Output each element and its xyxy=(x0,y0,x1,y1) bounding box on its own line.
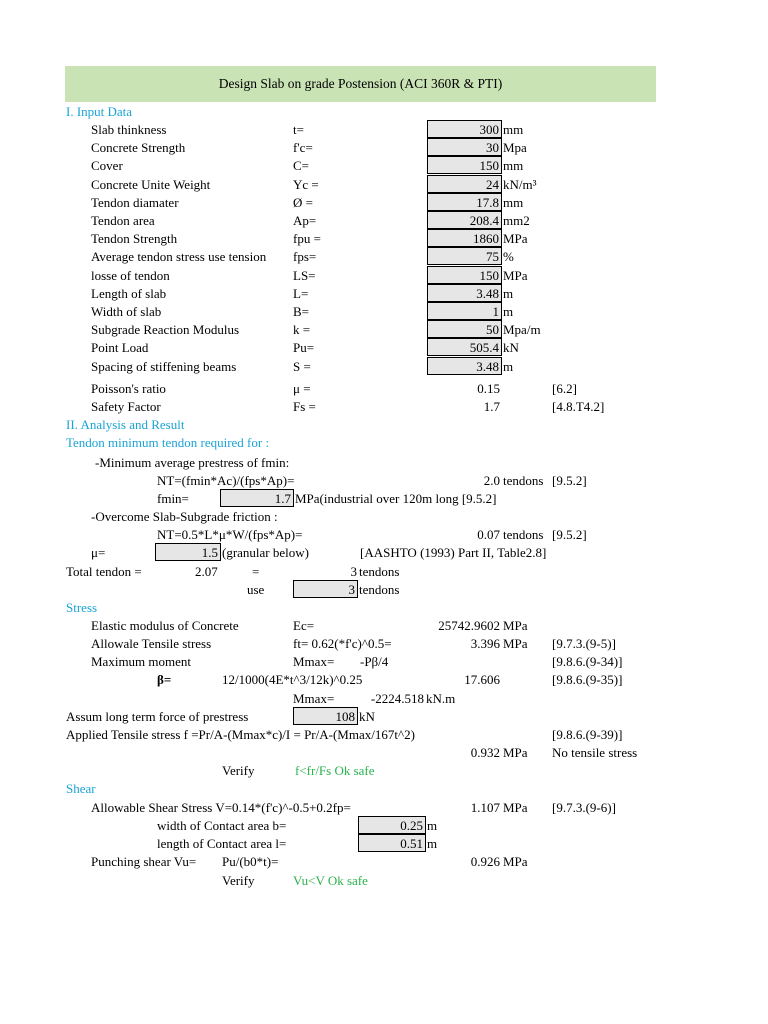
fmin-label: fmin= xyxy=(157,491,189,506)
input-value-cell[interactable]: 3.48 xyxy=(427,357,502,375)
beta-ref: [9.8.6.(9-35)] xyxy=(552,672,623,687)
nt2-ref: [9.5.2] xyxy=(552,527,587,542)
input-unit: kN xyxy=(503,340,519,355)
contact-b-value-cell[interactable]: 0.25 xyxy=(358,816,426,834)
contact-b-unit: m xyxy=(427,818,438,833)
nt1-formula: NT=(fmin*Ac)/(fps*Ap)= xyxy=(157,473,295,488)
input-symbol: k = xyxy=(293,322,311,337)
input-value-cell[interactable]: 3.48 xyxy=(427,284,502,302)
verify1-result: f<fr/Fs Ok safe xyxy=(295,763,375,778)
input-symbol: fps= xyxy=(293,249,317,264)
input-value-cell[interactable]: 208.4 xyxy=(427,211,502,229)
nt2-unit: tendons xyxy=(503,527,544,542)
total-unit: tendons xyxy=(359,564,400,579)
total-eq: = xyxy=(252,564,260,579)
input-label: Concrete Strength xyxy=(91,140,186,155)
total-label: Total tendon = xyxy=(66,564,142,579)
shear-heading: Shear xyxy=(66,781,96,796)
applied-ref: [9.8.6.(9-39)] xyxy=(552,727,623,742)
input-value-cell[interactable]: 150 xyxy=(427,266,502,284)
total-round: 3 xyxy=(350,564,357,579)
punch-unit: MPa xyxy=(503,854,528,869)
applied-note: No tensile stress xyxy=(552,745,638,760)
use-label: use xyxy=(247,582,265,597)
mmax-symbol: Mmax= xyxy=(293,654,335,669)
input-symbol: LS= xyxy=(293,268,316,283)
input-unit: m xyxy=(503,304,514,319)
ec-symbol: Ec= xyxy=(293,618,315,633)
section-analysis: II. Analysis and Result xyxy=(66,417,185,432)
fmin-heading: -Minimum average prestress of fmin: xyxy=(95,455,290,470)
section-input-data: I. Input Data xyxy=(66,104,133,119)
contact-l-unit: m xyxy=(427,836,438,851)
fmin-value-cell[interactable]: 1.7 xyxy=(220,489,294,507)
prestress-unit: kN xyxy=(359,709,375,724)
input-unit: kN/m³ xyxy=(503,177,537,192)
input-symbol: S = xyxy=(293,359,311,374)
input-label: Tendon Strength xyxy=(91,231,178,246)
input-unit: mm2 xyxy=(503,213,530,228)
input-label: Point Load xyxy=(91,340,149,355)
input-symbol: fpu = xyxy=(293,231,321,246)
input-symbol: Ap= xyxy=(293,213,317,228)
ec-label: Elastic modulus of Concrete xyxy=(91,618,239,633)
prestress-value-cell[interactable]: 108 xyxy=(293,707,358,725)
prestress-label: Assum long term force of prestress xyxy=(66,709,249,724)
mmax2-value: -2224.518 xyxy=(370,691,424,706)
verify2-result: Vu<V Ok safe xyxy=(293,873,368,888)
input-label: Cover xyxy=(91,158,123,173)
beta-value: 17.606 xyxy=(464,672,500,687)
verify1-label: Verify xyxy=(222,763,255,778)
input-unit: Mpa xyxy=(503,140,527,155)
input-unit: m xyxy=(503,286,514,301)
input-value-cell[interactable]: 50 xyxy=(427,320,502,338)
allow-shear-value: 1.107 xyxy=(470,800,500,815)
safety-ref: [4.8.T4.2] xyxy=(552,399,605,414)
poisson-label: Poisson's ratio xyxy=(91,381,166,396)
input-value-cell[interactable]: 30 xyxy=(427,138,502,156)
poisson-symbol: μ = xyxy=(293,381,311,396)
verify2-label: Verify xyxy=(222,873,255,888)
friction-heading: -Overcome Slab-Subgrade friction : xyxy=(91,509,278,524)
mmax2-symbol: Mmax= xyxy=(293,691,335,706)
input-value-cell[interactable]: 75 xyxy=(427,247,502,265)
mu-ref: [AASHTO (1993) Part II, Table2.8] xyxy=(360,545,547,560)
input-label: Tendon diamater xyxy=(91,195,179,210)
applied-value: 0.932 xyxy=(470,745,500,760)
input-label: Average tendon stress use tension xyxy=(91,249,267,264)
applied-unit: MPa xyxy=(503,745,528,760)
ft-value: 3.396 xyxy=(470,636,500,651)
fmin-note: MPa(industrial over 120m long [9.5.2] xyxy=(295,491,497,506)
input-value-cell[interactable]: 150 xyxy=(427,156,502,174)
title-bar xyxy=(65,66,656,102)
input-label: Length of slab xyxy=(91,286,167,301)
input-unit: mm xyxy=(503,158,524,173)
use-value-cell[interactable]: 3 xyxy=(293,580,358,598)
input-value-cell[interactable]: 1860 xyxy=(427,229,502,247)
input-symbol: f'c= xyxy=(293,140,313,155)
input-value-cell[interactable]: 24 xyxy=(427,175,502,193)
mmax2-unit: kN.m xyxy=(426,691,456,706)
allow-shear-unit: MPa xyxy=(503,800,528,815)
input-unit: % xyxy=(503,249,514,264)
input-unit: MPa xyxy=(503,231,528,246)
input-symbol: Yc = xyxy=(293,177,319,192)
input-unit: mm xyxy=(503,195,524,210)
ft-ref: [9.7.3.(9-5)] xyxy=(552,636,616,651)
poisson-value: 0.15 xyxy=(477,381,500,396)
nt1-ref: [9.5.2] xyxy=(552,473,587,488)
input-value-cell[interactable]: 505.4 xyxy=(427,338,502,356)
mmax-formula: -Pβ/4 xyxy=(360,654,389,669)
ec-value: 25742.9602 xyxy=(438,618,500,633)
nt1-unit: tendons xyxy=(503,473,544,488)
poisson-ref: [6.2] xyxy=(552,381,577,396)
nt2-formula: NT=0.5*L*μ*W/(fps*Ap)= xyxy=(157,527,303,542)
punch-formula: Pu/(b0*t)= xyxy=(222,854,279,869)
input-label: Spacing of stiffening beams xyxy=(91,359,237,374)
input-label: Slab thinkness xyxy=(91,122,167,137)
input-symbol: C= xyxy=(293,158,310,173)
allow-shear-label: Allowable Shear Stress V=0.14*(f'c)^-0.5+0.2fp= xyxy=(91,800,351,815)
input-label: losse of tendon xyxy=(91,268,170,283)
mu-note: (granular below) xyxy=(222,545,309,560)
contact-l-value-cell[interactable]: 0.51 xyxy=(358,834,426,852)
ft-formula: ft= 0.62(*f'c)^0.5= xyxy=(293,636,392,651)
mu-value-cell[interactable]: 1.5 xyxy=(155,543,221,561)
allow-shear-ref: [9.7.3.(9-6)] xyxy=(552,800,616,815)
mmax-ref: [9.8.6.(9-34)] xyxy=(552,654,623,669)
punch-label: Punching shear Vu= xyxy=(91,854,197,869)
input-symbol: t= xyxy=(293,122,304,137)
input-unit: Mpa/m xyxy=(503,322,541,337)
input-value-cell[interactable]: 300 xyxy=(427,120,502,138)
ec-unit: MPa xyxy=(503,618,528,633)
input-symbol: Ø = xyxy=(293,195,313,210)
beta-formula: 12/1000(4E*t^3/12k)^0.25 xyxy=(222,672,363,687)
nt2-value: 0.07 xyxy=(477,527,500,542)
contact-b-label: width of Contact area b= xyxy=(157,818,287,833)
input-unit: mm xyxy=(503,122,524,137)
mu-label: μ= xyxy=(91,545,106,560)
applied-label: Applied Tensile stress f =Pr/A-(Mmax*c)/I = Pr/A-(Mmax/167t^2) xyxy=(66,727,415,742)
mmax-label: Maximum moment xyxy=(91,654,192,669)
input-label: Width of slab xyxy=(91,304,162,319)
input-label: Concrete Unite Weight xyxy=(91,177,211,192)
punch-value: 0.926 xyxy=(470,854,500,869)
contact-l-label: length of Contact area l= xyxy=(157,836,287,851)
ft-unit: MPa xyxy=(503,636,528,651)
beta-symbol: β= xyxy=(157,672,172,687)
input-unit: MPa xyxy=(503,268,528,283)
use-unit: tendons xyxy=(359,582,400,597)
input-symbol: B= xyxy=(293,304,310,319)
tendon-heading: Tendon minimum tendon required for : xyxy=(66,435,270,450)
ft-label: Allowale Tensile stress xyxy=(91,636,212,651)
input-label: Tendon area xyxy=(91,213,155,228)
input-symbol: L= xyxy=(293,286,309,301)
input-unit: m xyxy=(503,359,514,374)
safety-label: Safety Factor xyxy=(91,399,161,414)
total-value: 2.07 xyxy=(195,564,218,579)
page-title: Design Slab on grade Postension (ACI 360R & PTI) xyxy=(218,76,503,91)
safety-symbol: Fs = xyxy=(293,399,316,414)
input-value-cell[interactable]: 1 xyxy=(427,302,502,320)
safety-value: 1.7 xyxy=(483,399,500,414)
stress-heading: Stress xyxy=(66,600,98,615)
nt1-value: 2.0 xyxy=(483,473,500,488)
input-symbol: Pu= xyxy=(293,340,315,355)
input-label: Subgrade Reaction Modulus xyxy=(91,322,240,337)
input-value-cell[interactable]: 17.8 xyxy=(427,193,502,211)
